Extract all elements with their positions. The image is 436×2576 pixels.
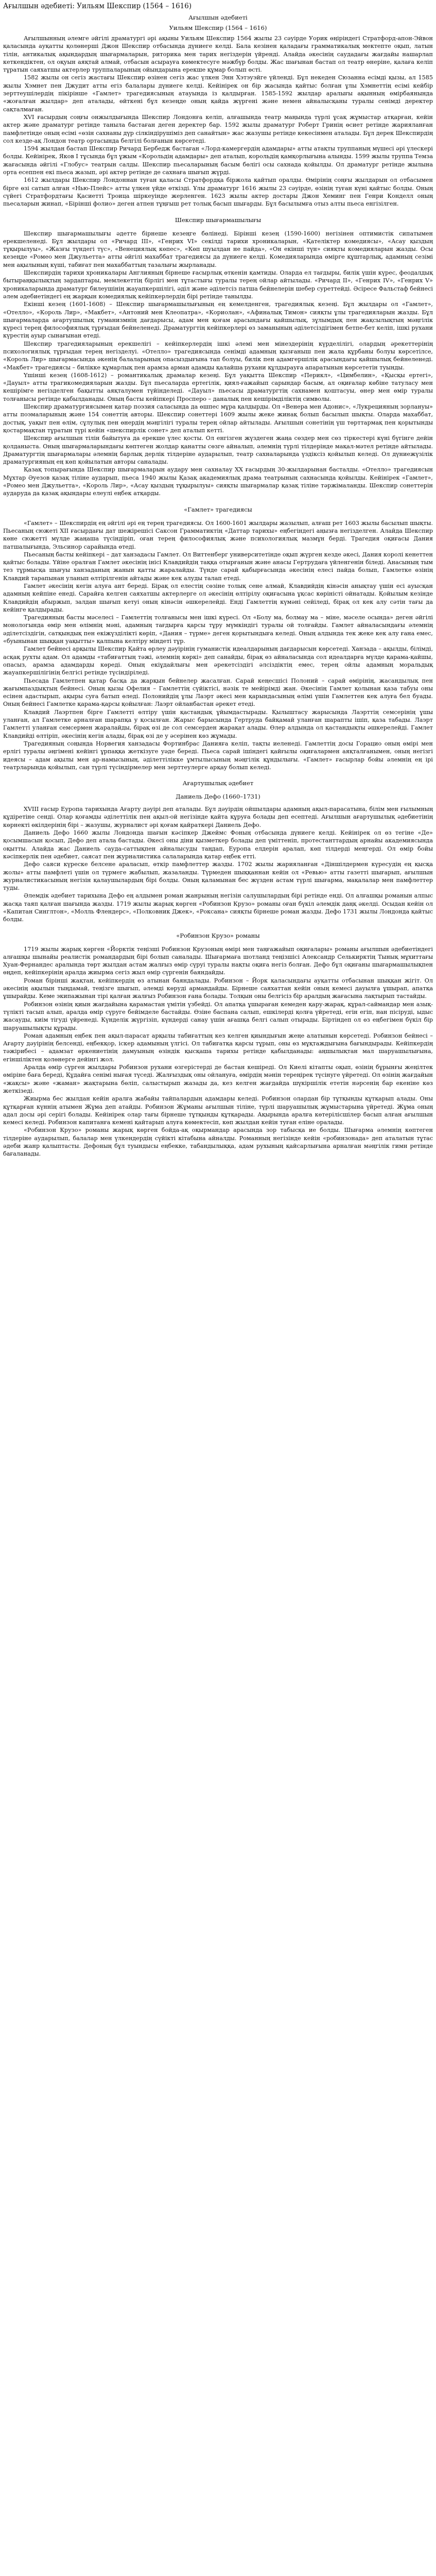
paragraph: 1719 жылы жарық көрген «Йорктік теңізші Робинзон Крузоның өмірі мен таңғажайып оқиғалары» романы ағылшын әдебиетіндегі алғашқы шынайы реалистік романдардың бірі болып саналады. Шығармаға шотланд теңізшісі Александр Селькирктің Тынық мұхиттағы Хуан-Фернандес аралында төрт жылдан астам жалғыз өмір сүруі туралы нақты оқиға негіз болған. Дефо бұл оқиғаны шығармашылықпен өңдеп, кейіпкерінің аралда жиырма сегіз жыл өмір сүргенін баяндайды. (3, 945, 433, 976)
section-4 (3, 932, 433, 1158)
section-heading: Ағартушылық әдебиет (182, 779, 254, 787)
paragraph: Шекспирдің тарихи хроникалары Англияның бірнеше ғасырлық өткенін қамтиды. Оларда ел тағдыры, билік үшін күрес, феодалдық бытыраңқылықтың зардаптары, мемлекеттің бірлігі мен тұтастығы туралы терең ойлар айтылады. «Ричард II», «Генрих IV», «Генрих V» хроникаларында драматург билеушінің жауапкершілігі, әділ және әділетсіз патша бейнелерін шебер суреттейді. Әсіресе Фальстаф бейнесі әлем әдебиетіндегі ең жарқын комедиялық кейіпкерлердің бірі ретінде танылды. (3, 269, 433, 300)
paragraph: Аралда өмір сүрген жылдары Робинзон рухани өзгерістерді де бастан кешіреді. Ол Киелі кітапты оқып, өзінің бұрынғы жеңілтек өміріне баға береді, Құдайға сенімі нығая түседі. Жалғыздық оны ойлануға, өмірдің мәнін тереңірек түсінуге үйретеді. Ол өзінің жағдайын «жақсы» және «жаман» жақтарына бөліп, салыстырып жазады да, кез келген жағдайда шүкіршілік ететін нәрсенің бар екеніне көз жеткізеді. (3, 1064, 433, 1094)
paragraph: Екінші кезең (1601-1608) – Шекспир шығармашылығының ең кемелденген, трагедиялық кезеңі. Бұл жылдары ол «Гамлет», «Отелло», «Король Лир», «Макбет», «Антоний мен Клеопатра», «Кориолан», «Афиналық Тимон» сияқты ұлы трагедияларын жазды. Бұл шығармаларда ағартушылық гуманизмнің дағдарысы, адам мен қоғам арасындағы қайшылық, зұлымдық пен жақсылықтың мәңгілік күресі терең философиялық тұрғыдан бейнеленеді. Драматургтің кейіпкерлері өз заманының әділетсіздігімен бетпе-бет келіп, ішкі рухани күрестің ауыр сынағынан өтеді. (3, 301, 433, 340)
section-heading: Шекспир шығармашылығы (175, 216, 261, 224)
section-0 (3, 35, 433, 208)
section-3 (3, 779, 433, 923)
paragraph: «Гамлет» – Шекспирдің ең әйгілі әрі ең терең трагедиясы. Ол 1600-1601 жылдары жазылып, алғаш рет 1603 жылы басылып шықты. Пьесаның сюжеті XII ғасырдағы дат шежірешісі Саксон Грамматиктің «Даттар тарихы» еңбегіндегі аңызға негізделген. Алайда Шекспир көне сюжетті мүлде жаңаша түсіндіріп, оған терең философиялық және психологиялық мазмұн берді. Трагедия оқиғасы Дания патшалығында, Эльсинор сарайында өтеді. (3, 519, 433, 550)
paragraph: 1582 жылы он сегіз жастағы Шекспир өзінен сегіз жас үлкен Энн Хэтэуэйге үйленді. Бұл некеден Сюзанна есімді қызы, ал 1585 жылы Хэмнет пен Джудит атты егіз балалары дүниеге келді. Кейінірек он бір жасында қайтыс болған ұлы Хэмнеттің есімі кейбір зерттеушілердің пікірінше «Гамлет» трагедиясының атауында із қалдырған. 1585-1592 жылдар аралығы ақынның өмірбаянында «жоғалған жылдар» деп аталады, өйткені бұл кезеңде оның қайда жүргені және немен айналысқаны туралы сенімді деректер сақталмаған. (3, 74, 433, 113)
paragraph: Пьесаның басты кейіпкері – дат ханзадасы Гамлет. Ол Виттенберг университетінде оқып жүрген кезде әкесі, Дания королі кенеттен қайтыс болады. Үйіне оралған Гамлет әкесінің інісі Клавдийдің таққа отырғанын және анасы Гертрудаға үйленгенін біледі. Анасының тым тез тұрмысқа шығуы ханзаданың жанын қатты жаралайды. Түнде сарай қабырғасында әкесінің елесі пайда болып, Гамлетке өзінің Клавдий тарапынан уланып өлтірілгенін айтады және кек алуды талап етеді. (3, 551, 433, 582)
paragraph: «Робинзон Крузо» романы жарық көрген бойда-ақ оқырмандар арасында зор табысқа ие болды. Шығарма әлемнің көптеген тілдеріне аударылып, балалар мен үлкендердің сүйікті кітабына айналды. Романның негізінде кейін «робинзонада» деп аталатын тұтас әдеби жанр қалыптасты. Дефоның бұл туындысы еңбекке, табандылыққа, адам рухының қайсарлығына арналған мәңгілік гимн ретінде бағаланады. (3, 1127, 433, 1158)
paragraph: Үшінші кезең (1608-1612) – романтикалық драмалар кезеңі. Бұл уақытта Шекспир «Перикл», «Цимбелин», «Қысқы ертегі», «Дауыл» атты трагикомедияларын жазды. Бұл пьесаларда ертегілік, қиял-ғажайып сарындар басым, ал оқиғалар көбіне татуласу мен кешірімге негізделген бақытты аяқталумен түйінделеді. «Дауыл» пьесасы драматургтің сахнамен қоштасуы, өнер мен өмір туралы толғанысы ретінде қабылданады. Оның басты кейіпкері Просперо – даналық пен кешірімділіктің символы. (3, 371, 433, 402)
paragraph: Шекспир ағылшын тілін байытуға да ерекше үлес қосты. Ол енгізген жүздеген жаңа сөздер мен сөз тіркестері күні бүгінге дейін қолданыста. Оның шығармаларындағы көптеген жолдар қанатты сөзге айналып, әлемнің түрлі тілдерінде мақал-мәтел ретінде айтылады. Драматургтің шығармалары әлемнің барлық дерлік тілдеріне аударылып, театр сахналарында үздіксіз қойылып келеді. Ол дүниежүзілік драматургияның ең көп қойылатын авторы саналады. (3, 435, 433, 466)
paragraph: 1594 жылдан бастап Шекспир Ричард Бербедж бастаған «Лорд-камергердің адамдары» атты атақты труппаның мүшесі әрі үлескері болды. Кейінірек, Яков I тұсында бұл ұжым «Корольдің адамдары» деп аталып, корольдің қамқорлығына алынды. 1599 жылы труппа Темза жағасында әйгілі «Глобус» театрын салды. Шекспир пьесаларының басым бөлігі осы сахнада қойылды. Ол драматург ретінде жылына орта есеппен екі пьеса жазып, әрі актер ретінде де сахнаға шығып жүрді. (3, 145, 433, 176)
paragraph: Қазақ топырағында Шекспир шығармаларын аудару мен сахналау XX ғасырдың 30-жылдарынан басталды. «Отелло» трагедиясын Мұхтар Әуезов қазақ тіліне аударып, пьеса 1940 жылы Қазақ академиялық драма театрының сахнасында қойылды. Кейінірек «Гамлет», «Ромео мен Джульетта», «Король Лир», «Асау қыздың тұқырылуы» сияқты шығармалар қазақ тіліне тәржімаланды. Шекспир сонеттерін аударуда да қазақ ақындары елеулі еңбек атқарды. (3, 466, 433, 497)
paragraph: Робинзон өзінің қиын жағдайына қарамастан үмітін үзбейді. Ол апатқа ұшыраған кемеден қару-жарақ, құрал-саймандар мен азық-түлікті тасып алып, аралда өмір сүруге бейімделе бастайды. Өзіне баспана салып, ешкілерді қолға үйретеді, егін егіп, нан пісіруді, ыдыс жасауды, киім тігуді үйренеді. Күнделік жүргізіп, күндерді санау үшін ағашқа белгі салып отырады. Біртіндеп ол өз еңбегімен бүкіл бір шаруашылықты құрады. (3, 1001, 433, 1031)
section-heading: «Робинзон Крузо» романы (176, 931, 260, 939)
paragraph: XVIII ғасыр Еуропа тарихында Ағарту дәуірі деп аталады. Бұл дәуірдің ойшылдары адамның ақыл-парасатына, білім мен ғылымның құдіретіне сенді. Олар қоғамды әділеттілік пен ақыл-ой негізінде қайта құруға болады деп есептеді. Ағылшын ағартушылық әдебиетінің көрнекті өкілдерінің бірі – жазушы, журналист әрі қоғам қайраткері Даниель Дефо. (3, 806, 433, 828)
paragraph: Даниель Дефо 1660 жылы Лондонда шағын кәсіпкер Джеймс Фоның отбасында дүниеге келді. Кейінірек ол өз тегіне «Де» қосымшасын қосып, Дефо деп атала бастады. Әкесі оны діни қызметкер болады деп үміттеніп, протестанттардың арнайы академиясында оқытты. Алайда жас Даниель сауда-саттықпен айналысуды таңдап, Еуропа елдерін аралап, көп тілдерді меңгерді. Ол өмір бойы кәсіпкерлік пен әдебиет, саясат пен журналистика салаларында қатар еңбек етті. (3, 829, 433, 860)
paragraph: Әлемдік әдебиет тарихына Дефо ең алдымен роман жанрының негізін салушылардың бірі ретінде енді. Ол алғашқы романын алпыс жасқа таяп қалған шағында жазды. 1719 жылы жарық көрген «Робинзон Крузо» романы оған бүкіл әлемдік даңқ әкелді. Осыдан кейін ол «Капитан Синглтон», «Молль Флендерс», «Полковник Джек», «Роксана» сияқты бірнеше роман жазды. Дефо 1731 жылы Лондонда қайтыс болды. (3, 892, 433, 923)
paragraph: Клавдий Лаэртпен бірге Гамлетті өлтіру үшін қастандық ұйымдастырады. Қылыштасу жарысында Лаэрттің семсерінің ұшы уланған, ал Гамлетке арналған шарапқа у қосылған. Жарыс барысында Гертруда байқамай уланған шарапты ішіп, қаза табады. Лаэрт Гамлетті уланған семсермен жаралайды, бірақ өзі де сол семсерден жарақат алады. Өлер алдында ол қастандықты әшкерелейді. Гамлет Клавдийді өлтіріп, әкесінің кегін алады, бірақ өзі де у әсерінен көз жұмады. (3, 708, 433, 739)
document-body (3, 35, 433, 1158)
section-subheading: Даниель Дефо (1660–1731) (176, 793, 260, 801)
subtitle: Ағылшын әдебиеті (188, 14, 248, 21)
paragraph: Трагедияның соңында Норвегия ханзадасы Фортинбрас Данияға келіп, тақты иеленеді. Гамлеттің досы Горацио оның өмірі мен ерлігі туралы әңгімені кейінгі ұрпаққа жеткізуге уәде береді. Пьеса сарай ішіндегі қайғылы оқиғалармен аяқталғанымен, оның негізгі идеясы – адам ақылы мен ар-намысының, әділеттілікке ұмтылысының мәңгілік құндылығы. «Гамлет» ғасырлар бойы әлемнің ең ірі театрларында қойылып, сан түрлі түсіндірмелер мен зерттеулерге арқау болып келеді. (3, 740, 433, 771)
paragraph: Шекспир трагедияларының ерекшелігі – кейіпкерлердің ішкі әлемі мен мінездерінің күрделілігі, олардың әрекеттерінің психологиялық тұрғыдан терең негізделуі. «Отелло» трагедиясында сенімді адамның қызғаныш пен жала құрбаны болуы көрсетілсе, «Король Лир» шығармасында әкенің балаларының опасыздығына тап болуы, билік пен адамгершілік арасындағы қайшылық бейнеленеді. «Макбет» трагедиясы – билікке құмарлық пен арамза арман адамды қалайша рухани құлдырауға апаратынын көрсететін туынды. (3, 340, 433, 371)
paragraph: Гамлет әкесінің кегін алуға ант береді. Бірақ ол елестің сөзіне толық сене алмай, Клавдийдің кінәсін анықтау үшін есі ауысқан адамның кейпіне енеді. Сарайға келген саяхатшы актерлерге ол әкесінің өлтірілу оқиғасына ұқсас көріністі ойнатады. Қойылым кезінде Клавдийдің абыржып, залдан шығып кетуі оның кінәсін әшкерелейді. Енді Гамлеттің күмәні сейіледі, бірақ ол кек алу сәтін тағы да кейінге қалдырады. (3, 583, 433, 613)
paragraph: Трагедияның басты мәселесі – Гамлеттің толғанысы мен ішкі күресі. Ол «Болу ма, болмау ма – міне, мәселе осында» деген әйгілі монологында өмір мен өлімнің мәні, адамның тағдырға қарсы тұру мүмкіндігі туралы ой толғайды. Гамлет айналасындағы әлемнің әділетсіздігін, сатқындық пен екіжүзділікті көріп, «Дания – түрме» деген қорытындыға келеді. Оның алдында тек жеке кек алу ғана емес, «буынынан шыққан уақытты» қалпына келтіру міндеті тұр. (3, 614, 433, 645)
paragraph: Роман адамның еңбек пен ақыл-парасат арқылы табиғаттың кез келген қиындығын жеңе алатынын көрсетеді. Робинзон бейнесі – Ағарту дәуірінің белсенді, еңбекқор, іскер адамының үлгісі. Ол табиғатқа қарсы тұрып, оны өз мұқтаждығына бағындырады. Кейіпкердің тәжірибесі – адамзат өркениетінің дамуының өзіндік қысқаша тарихы ретінде қабылданады: аңшылықтан мал шаруашылығына, егіншіліктен қолөнерге дейінгі жол. (3, 1032, 433, 1063)
paragraph: 1612 жылдары Шекспир Лондоннан туған қаласы Стратфордқа біржола қайтып оралды. Өмірінің соңғы жылдарын ол отбасымен бірге өзі сатып алған «Нью-Плейс» атты үлкен үйде өткізді. Ұлы драматург 1616 жылы 23 сәуірде, өзінің туған күні қайтыс болды. Оның сүйегі Стратфордтағы Қасиетті Троица шіркеуінде жерленген. 1623 жылы актер достары Джон Хеминг пен Генри Конделл оның пьесаларын жинап, «Бірінші фолио» деген атпен тұңғыш рет толық басып шығарды. Бұл басылымға отыз алты пьеса енгізілген. (3, 177, 433, 208)
paragraph: Шекспир шығармашылығы әдетте бірнеше кезеңге бөлінеді. Бірінші кезең (1590-1600) негізінен оптимистік сипатымен ерекшеленеді. Бұл жылдары ол «Ричард III», «Генрих VI» секілді тарихи хроникаларын, «Қателіктер комедиясы», «Асау қыздың тұқырылуы», «Жазғы түндегі түс», «Венециялық көпес», «Көп шуылдан не пайда», «Он екінші түн» сияқты комедияларын жазды. Осы кезеңде «Ромео мен Джульетта» атты әйгілі махаббат трагедиясы да дүниеге келді. Комедияларында өмірге құштарлық, адамның сезімі мен ақылының күші, табиғат пен махаббаттың тазалығы жырланады. (3, 230, 433, 268)
paragraph: Шекспир драматургиясымен қатар поэзия саласында да өшпес мұра қалдырды. Ол «Венера мен Адонис», «Лукрецияның зорлануы» атты поэмаларының және 154 сонеттің авторы. Шекспир сонеттері 1609 жылы жеке жинақ болып басылып шықты. Оларда махаббат, достық, уақыт пен өлім, сұлулық пен өнердің мәңгілігі туралы терең ойлар айтылады. Ағылшын сонетінің үш төрттармақ пен қорытынды қостармақтан тұратын түрі кейін «шекспирлік сонет» деп аталып кетті. (3, 403, 433, 434)
page-title: Ағылшын әдебиеті: Уильям Шекспир (1564 – 1616) (3, 2, 192, 10)
paragraph: Жиырма бес жылдан кейін аралға жабайы тайпалардың адамдары келеді. Робинзон олардан бір тұтқынды құтқарып алады. Оны құтқарған күннің атымен Жұма деп атайды. Робинзон Жұманы ағылшын тіліне, түрлі шаруашылық жұмыстарына үйретеді. Жұма оның адал досы әрі серігі болады. Кейінірек олар тағы бірнеше тұтқынды құтқарады. Ақырында аралға көтерілісшілер басып алған ағылшын кемесі келеді. Робинзон капитанға кемені қайтарып алуға көмектесіп, көп жылдан кейін туған еліне оралады. (3, 1095, 433, 1126)
paragraph: Ағылшынның әлемге әйгілі драматургі әрі ақыны Уильям Шекспир 1564 жылы 23 сәуірде Уорик өңіріндегі Стратфорд-апон-Эйвон қаласында ауқатты қолөнерші Джон Шекспир отбасында дүниеге келді. Бала кезінен қаладағы грамматикалық мектепте оқып, латын тілін, антикалық ақындардың шығармаларын, риторика мен тарих негіздерін үйренді. Алайда әкесінің саудадағы жағдайы нашарлап кеткендіктен, ол оқуын аяқтай алмай, отбасын асырауға көмектесуге мәжбүр болды. Жас шағынан бастап ол театр өнеріне, қалаға келіп тұратын саяхатшы актерлер труппаларының ойындарына ерекше құмар болып өсті. (3, 35, 433, 74)
paragraph: Пьесада Гамлетпен қатар басқа да жарқын бейнелер жасалған. Сарай кеңесшісі Полоний – сарай өмірінің, жасандылық пен жағымпаздықтың бейнесі. Оның қызы Офелия – Гамлеттің сүйіктісі, нәзік те мейірімді жан. Әкесінің Гамлет қолынан қаза табуы оны есінен адастырып, ақыры суға батып өледі. Полонийдің ұлы Лаэрт әкесі мен қарындасының өлімі үшін Гамлеттен кек алуға бел буады. Оның бейнесі Гамлетке қарама-қарсы қойылған: Лаэрт ойланбастан әрекет етеді. (3, 677, 433, 708)
paragraph: Гамлет бейнесі арқылы Шекспир Қайта өрлеу дәуірінің гуманистік идеалдарының дағдарысын көрсетеді. Ханзада – ақылды, білімді, асқақ рухты адам. Ол адамды «табиғаттың тәжі, әлемнің көркі» деп санайды, бірақ өз айналасында сол идеалдарға мүлде қарама-қайшы, опасыз, арамза адамдарды көреді. Оның екіұдайлығы мен әрекетсіздігі әлсіздіктің емес, терең ойлы адамның моральдық жауапкершілігінің белгісі ретінде түсіндіріледі. (3, 646, 433, 676)
section-1 (3, 216, 433, 498)
section-2 (3, 506, 433, 772)
paragraph: XVI ғасырдың соңғы онжылдығында Шекспир Лондонға келіп, алғашында театр маңында түрлі ұсақ жұмыстар атқарған, кейін актер және драматург ретінде таныла бастаған деген деректер бар. 1592 жылы драматург Роберт Гринің өсиет ретінде жарияланған памфлетінде оның есімі «өзін сахнаны дүр сілкіндірушіміз деп санайтын» жас жазушы ретінде кекесінмен аталады. Бұл дерек Шекспирдің сол кезде-ақ Лондон театр ортасында белгілі болғанын көрсетеді. (3, 113, 433, 144)
paragraph: Дефо саяси күреске белсене араласып, өткір памфлеттер жазды. 1702 жылы жарияланған «Діншілдермен күресудің ең қысқа жолы» атты памфлеті үшін ол түрмеге жабылып, жазаланды. Түрмеден шыққаннан кейін ол «Ревью» атты газетті шығарып, ағылшын журналистикасының негізін қалаушылардың бірі болды. Оның қаламынан бес жүзден астам түрлі шығарма, мақалалар мен памфлеттер туды. (3, 861, 433, 892)
paragraph: Роман бірінші жақтан, кейіпкердің өз атынан баяндалады. Робинзон – Йорк қаласындағы ауқатты отбасынан шыққан жігіт. Ол әкесінің ақылын тыңдамай, теңізге шығып, әлемді көруді армандайды. Бірнеше саяхаттан кейін оның кемесі дауылға ұшырап, апатқа ұшырайды. Кеме экипажынан тірі қалған жалғыз Робинзон ғана болады. Толқын оны белгісіз бір аралдың жағасына лақтырып тастайды. (3, 977, 433, 1000)
section-heading: «Гамлет» трагедиясы (184, 505, 252, 513)
author-line: Уильям Шекспир (1564 – 1616) (169, 24, 267, 31)
